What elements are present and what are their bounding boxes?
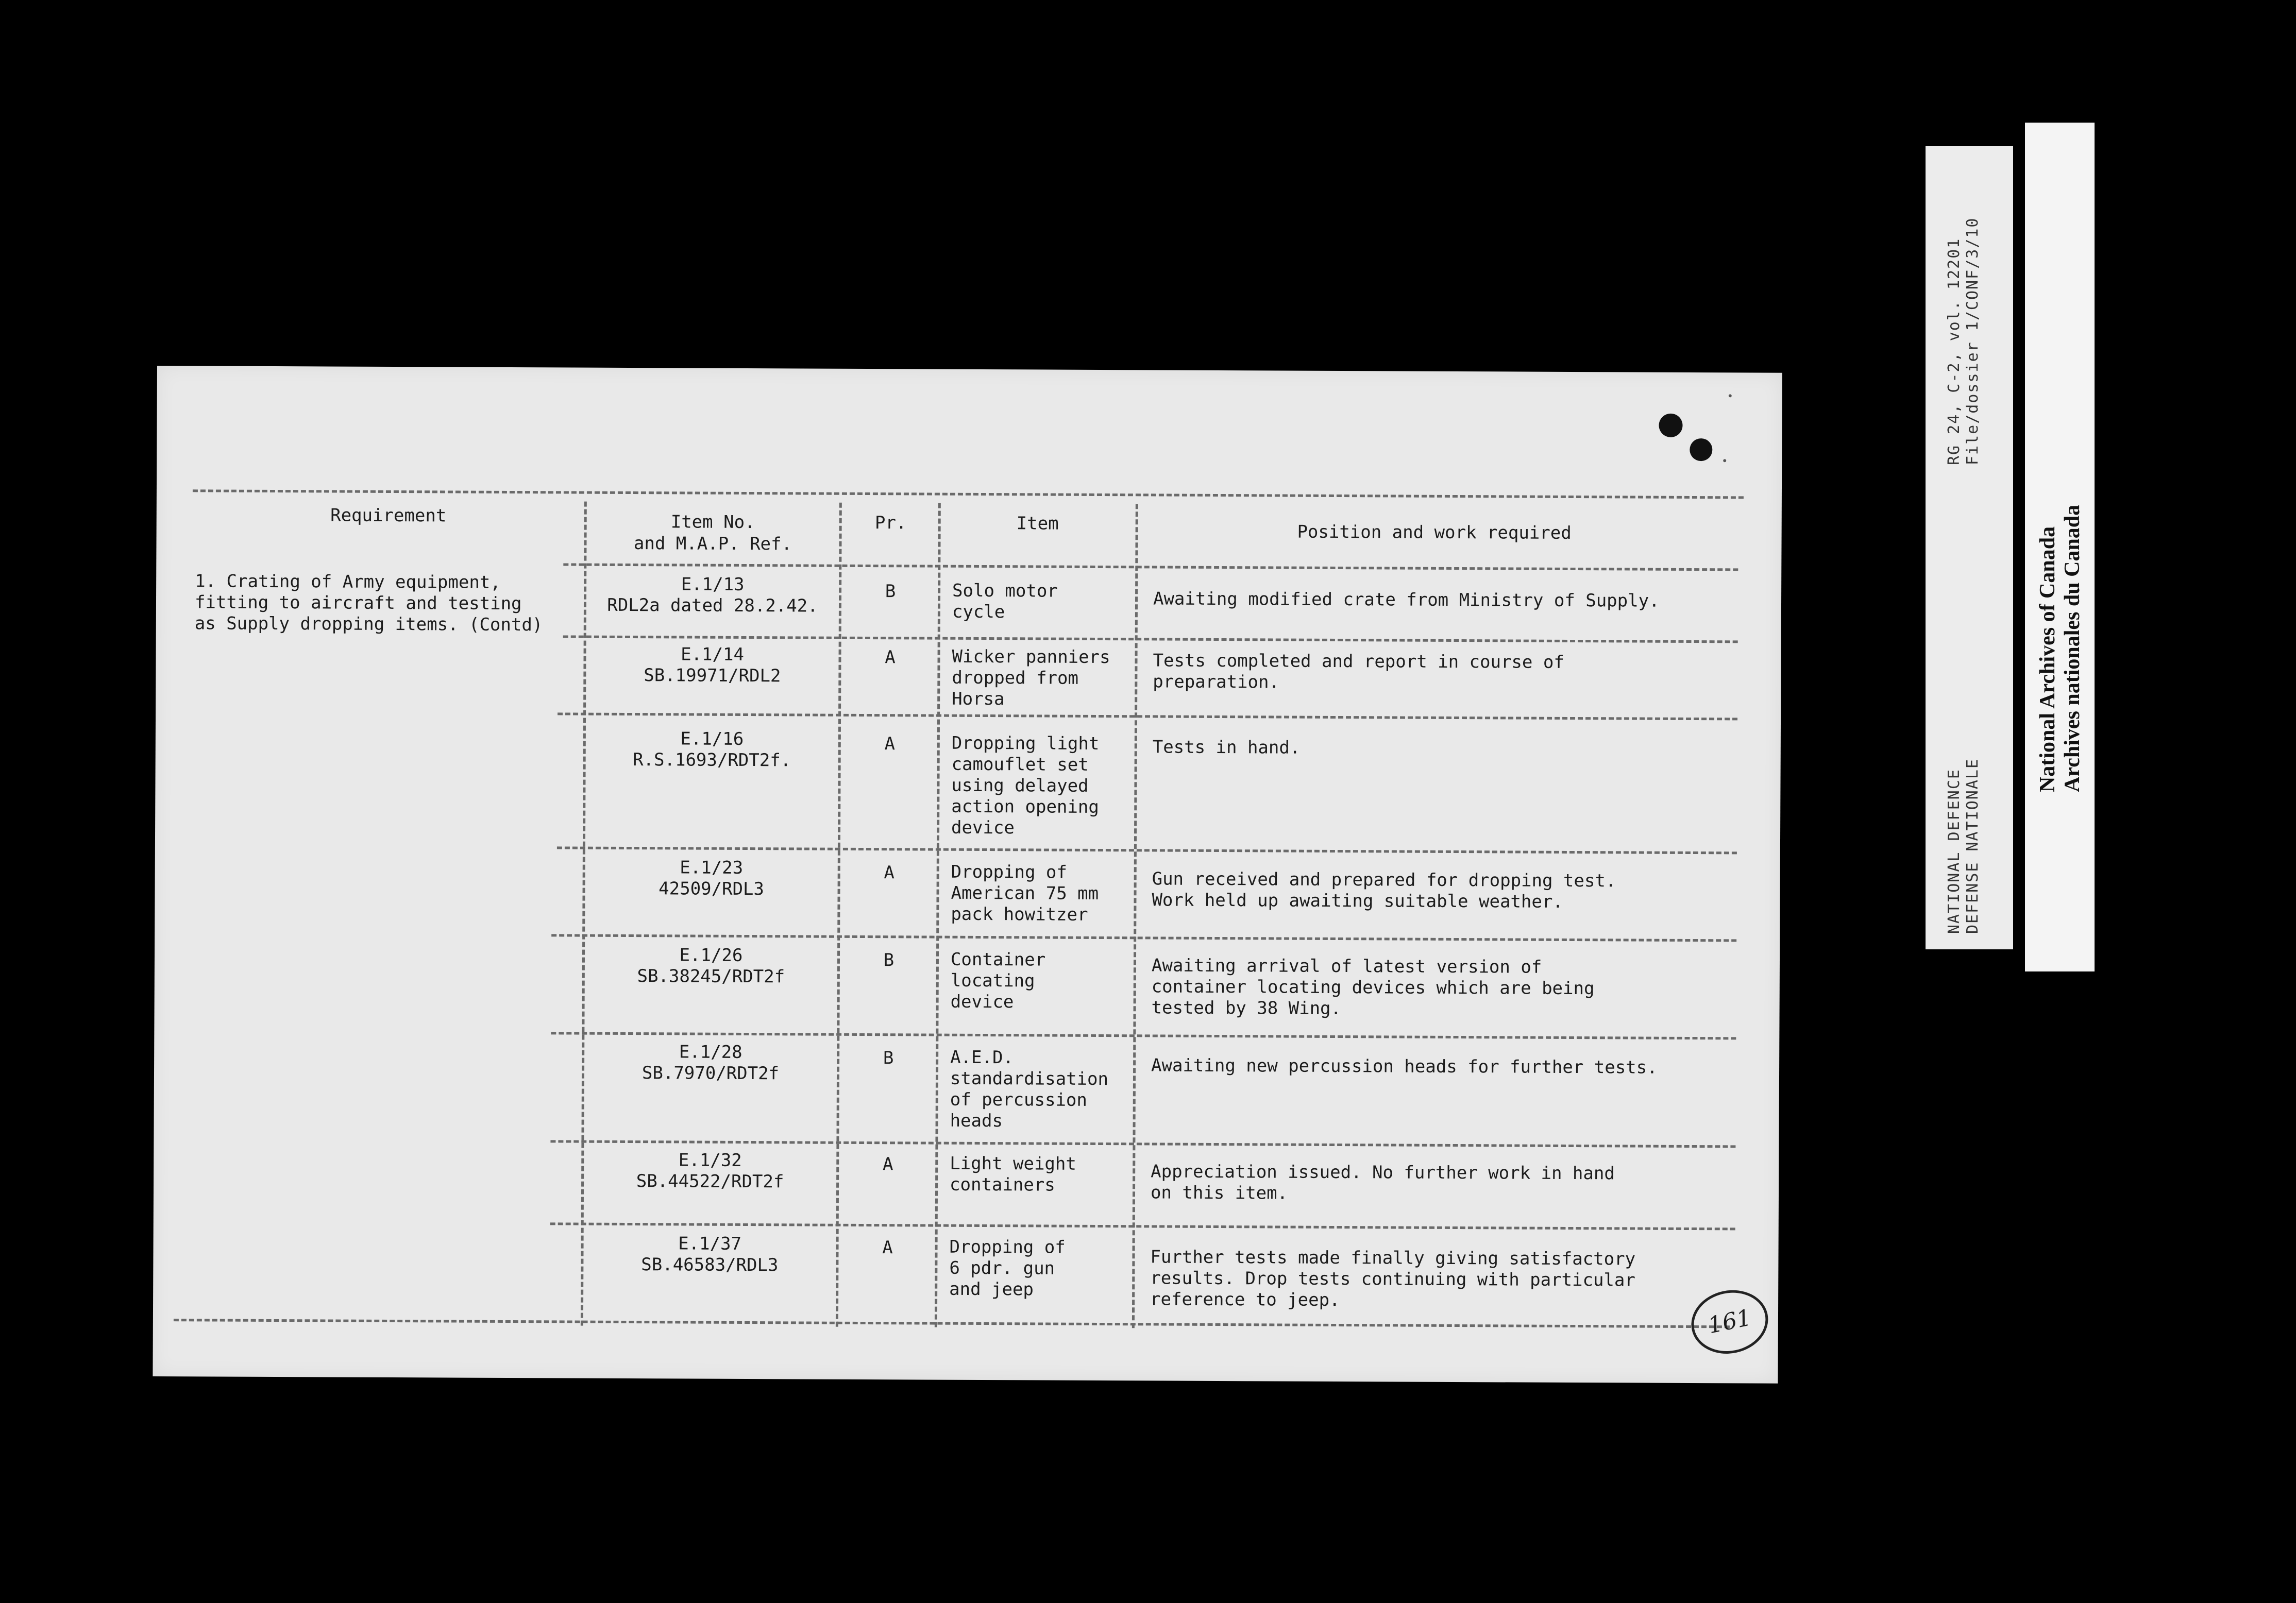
row-rule (563, 635, 1738, 643)
table-row-priority: A (885, 647, 896, 668)
table-row-item-no: E.1/26 SB.38245/RDT2f (637, 945, 785, 987)
punch-hole-mark (1659, 414, 1682, 437)
archive-label-strip (2025, 123, 2095, 971)
table-row-priority: A (884, 862, 895, 883)
table-row-item-no: E.1/14 SB.19971/RDL2 (644, 644, 781, 687)
archive-name-english: National Archives of Canada (2036, 526, 2059, 792)
table-row-priority: A (882, 1154, 893, 1175)
table-row-item-no: E.1/37 SB.46583/RDL3 (641, 1233, 779, 1276)
table-row-priority: A (884, 734, 896, 755)
table-row-position: Appreciation issued. No further work in hand on this item. (1150, 1161, 1615, 1204)
requirement-text: 1. Crating of Army equipment, fitting to aircraft and testing as Supply dropping items. (Contd) (194, 571, 543, 636)
column-rule (581, 502, 587, 1326)
header-position: Position and work required (1297, 521, 1572, 543)
row-rule (551, 934, 1736, 942)
reference-line-2: File/dossier 1/CONF/3/10 (1964, 217, 1982, 465)
header-item-no-line1: Item No. (670, 511, 755, 533)
archive-name-french: Archives nationales du Canada (2061, 504, 2084, 792)
table-row-position: Tests in hand. (1152, 737, 1301, 758)
table-row-item-no: E.1/16 R.S.1693/RDT2f. (633, 728, 791, 771)
table-row-position: Gun received and prepared for dropping test. Work held up awaiting suitable weather. (1152, 868, 1616, 912)
table-row-position: Awaiting modified crate from Ministry of Supply. (1153, 588, 1660, 611)
row-rule (558, 712, 1737, 720)
table-row-item: Light weight containers (949, 1153, 1076, 1196)
row-rule (550, 1222, 1735, 1230)
department-text (1945, 758, 1982, 934)
table-row-item: Solo motor cycle (952, 580, 1058, 623)
table-row-priority: B (883, 950, 894, 971)
header-requirement: Requirement (330, 505, 447, 526)
table-row-item: Container locating device (950, 949, 1046, 1013)
table-row-item: Dropping of 6 pdr. gun and jeep (949, 1236, 1066, 1300)
column-rule (1132, 504, 1138, 1328)
table-row-position: Awaiting new percussion heads for further tests. (1151, 1055, 1658, 1078)
header-priority: Pr. (874, 513, 907, 534)
archive-reference-strip (1926, 146, 2013, 949)
punch-hole-mark (1690, 438, 1712, 461)
table-row-item-no: E.1/13 RDL2a dated 28.2.42. (607, 574, 818, 617)
table-row-item: A.E.D. standardisation of percussion heads (950, 1047, 1109, 1132)
header-item: Item (1016, 513, 1059, 534)
table-row-item: Dropping of American 75 mm pack howitzer (951, 861, 1099, 925)
department-line-2: DEFENSE NATIONALE (1964, 758, 1982, 934)
table-row-position: Further tests made finally giving satisfactory results. Drop tests continuing with particular reference to jeep. (1150, 1247, 1636, 1311)
row-rule (557, 846, 1737, 854)
table-row-priority: A (882, 1237, 893, 1258)
header-bottom-rule (563, 563, 1738, 571)
table-row-item-no: E.1/28 SB.7970/RDT2f (641, 1042, 780, 1084)
document-sheet (153, 366, 1782, 1384)
column-rule (836, 503, 842, 1327)
table-row-item: Wicker panniers dropped from Horsa (952, 646, 1110, 710)
table-row-position: Awaiting arrival of latest version of container locating devices which are being tested by 38 Wing. (1151, 955, 1595, 1019)
row-rule (550, 1140, 1735, 1148)
reference-text (1945, 217, 1982, 465)
folio-number: 161 (1685, 1283, 1774, 1360)
table-row-position: Tests completed and report in course of preparation. (1153, 650, 1564, 693)
table-row-item-no: E.1/23 42509/RDL3 (659, 857, 765, 900)
table-row-item-no: E.1/32 SB.44522/RDT2f (636, 1150, 784, 1192)
archive-name (2035, 505, 2085, 792)
table-row-item: Dropping light camouflet set using delayed action opening device (951, 732, 1100, 839)
table-row-priority: B (885, 581, 896, 602)
department-line-1: NATIONAL DEFENCE (1945, 769, 1963, 934)
reference-line-1: RG 24, C-2, vol. 12201 (1945, 237, 1963, 465)
table-row-priority: B (883, 1048, 894, 1069)
row-rule (551, 1032, 1736, 1039)
column-rule (935, 503, 941, 1327)
header-item-no (594, 511, 831, 555)
header-item-no-line2: and M.A.P. Ref. (633, 533, 792, 555)
table-top-rule (193, 489, 1744, 499)
table-bottom-rule (174, 1319, 1730, 1328)
